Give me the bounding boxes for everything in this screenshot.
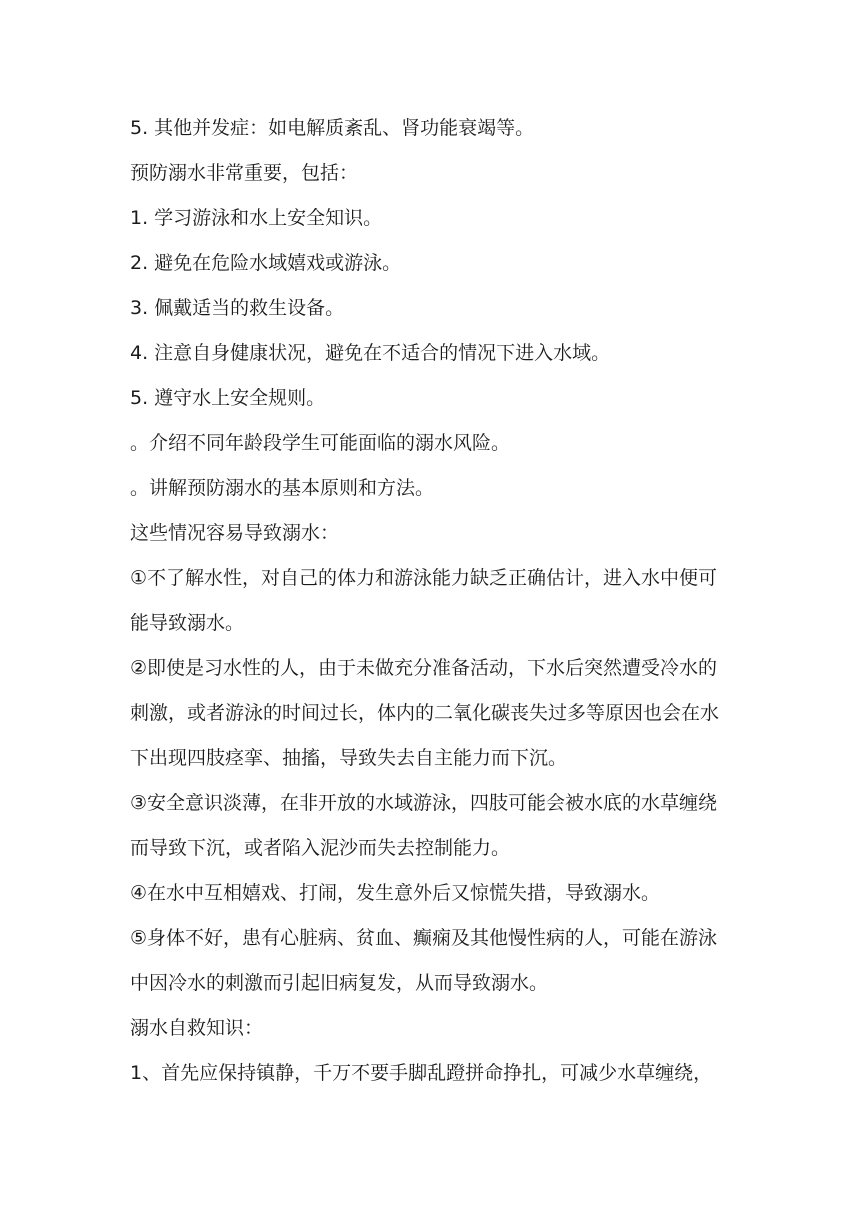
paragraph-prevention-5: 5. 遵守水上安全规则。 [130, 387, 326, 409]
paragraph-cause-2: ②即使是习水性的人，由于未做充分准备活动，下水后突然遭受冷水的刺激，或者游泳的时间过长，体内的二氧化碳丧失过多等原因也会在水下出现四肢痉挛、抽搐，导致失去自主能力而下沉。 [130, 657, 720, 769]
paragraph-complication-5: 5. 其他并发症：如电解质紊乱、肾功能衰竭等。 [130, 117, 535, 139]
paragraph-self-rescue-1: 1、首先应保持镇静，千万不要手脚乱蹬拼命挣扎，可减少水草缠绕， [130, 1062, 713, 1084]
paragraph-age-risks: 。介绍不同年龄段学生可能面临的溺水风险。 [130, 432, 511, 454]
paragraph-prevention-1: 1. 学习游泳和水上安全知识。 [130, 207, 383, 229]
paragraph-prevention-3: 3. 佩戴适当的救生设备。 [130, 297, 345, 319]
paragraph-basic-principles: 。讲解预防溺水的基本原则和方法。 [130, 477, 435, 499]
document-body [130, 106, 734, 1096]
paragraph-prevention-2: 2. 避免在危险水域嬉戏或游泳。 [130, 252, 402, 274]
paragraph-cause-3: ③安全意识淡薄，在非开放的水域游泳，四肢可能会被水底的水草缠绕而导致下沉，或者陷入泥沙而失去控制能力。 [130, 792, 718, 859]
paragraph-prevention-4: 4. 注意自身健康状况，避免在不适合的情况下进入水域。 [130, 342, 611, 364]
paragraph-causes-intro: 这些情况容易导致溺水： [130, 522, 340, 544]
paragraph-cause-1: ①不了解水性，对自己的体力和游泳能力缺乏正确估计，进入水中便可能导致溺水。 [130, 567, 718, 634]
paragraph-self-rescue-heading: 溺水自救知识： [130, 1017, 264, 1039]
paragraph-cause-4: ④在水中互相嬉戏、打闹，发生意外后又惊慌失措，导致溺水。 [130, 882, 661, 904]
paragraph-prevention-intro: 预防溺水非常重要，包括： [130, 162, 359, 184]
paragraph-cause-5: ⑤身体不好，患有心脏病、贫血、癫痫及其他慢性病的人，可能在游泳中因冷水的刺激而引起旧病复发，从而导致溺水。 [130, 927, 718, 994]
